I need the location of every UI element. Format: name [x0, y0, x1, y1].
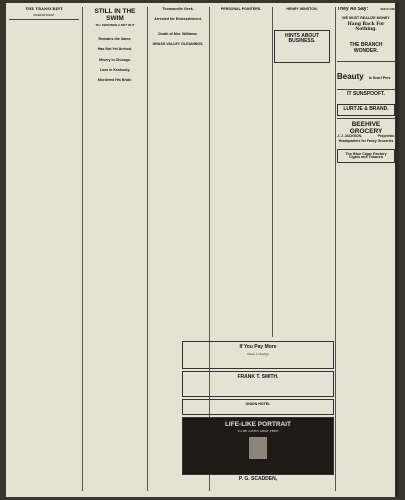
hints-about-business-box [274, 30, 330, 63]
ad-must-realize-money: WE MUST REALIZE MONEY [342, 15, 390, 20]
body-text [9, 27, 79, 30]
column-1 [9, 7, 79, 493]
body-text [274, 18, 330, 21]
body-text [337, 56, 395, 59]
ad-frank-smith-name: FRANK T. SMITH. [237, 374, 279, 380]
masthead-title: THE TRANSCRIPT [25, 7, 63, 11]
headline-arrested: Arrested for Embezzlement. [154, 17, 202, 22]
body-text [150, 58, 206, 61]
body-text [9, 39, 79, 42]
ad-block-bottom [182, 339, 334, 489]
headline-thomasville-geek: Thomasville Geek. [162, 7, 194, 11]
column-rule [82, 7, 83, 491]
body-text [9, 22, 79, 25]
body-text [9, 57, 79, 60]
body-text [9, 44, 79, 47]
column-rule [335, 7, 336, 491]
headline-misery-in-chicago: Misery in Chicago. [99, 57, 131, 62]
body-text [9, 52, 79, 55]
body-text [337, 83, 395, 86]
body-text [86, 85, 144, 88]
portrait-image [249, 437, 267, 459]
ad-lurtje-brand [337, 104, 395, 116]
ad-blue-cigar-headline: The Blue Cigar Factory [345, 151, 387, 156]
ad-they-all-say-headline: They All Say: [337, 7, 369, 12]
headline-henry-winston: HENRY WINSTON. [286, 7, 318, 11]
body-text [185, 383, 331, 386]
body-text [277, 51, 327, 54]
body-text [212, 23, 270, 26]
ad-beehive-sub: Headquarters for Fancy Groceries [338, 138, 394, 143]
ad-beehive-proprietor-title: Proprietor. [377, 134, 395, 139]
column-rule [272, 7, 273, 337]
ad-scadden-name: P. G. SCADDEN, [238, 476, 278, 482]
body-text [212, 35, 270, 38]
divider [9, 19, 79, 20]
body-text [86, 30, 144, 33]
ad-they-all-say-aside: SOLD ON! [380, 7, 395, 12]
ad-hang-back: Hang Back For Nothing. [347, 21, 385, 32]
ad-branch-wonder: THE BRANCH WONDER. [349, 42, 383, 54]
ad-pay-more-sub: Than I Charge [247, 351, 269, 356]
ad-pay-more-headline: If You Pay More [239, 344, 277, 350]
ad-beauty-rest: is Scarf Pins [368, 76, 391, 81]
body-text [9, 35, 79, 38]
body-text [150, 49, 206, 52]
ad-sunspot: IT SUNSPOOFT. [347, 90, 385, 97]
ad-union-hotel-name: UNION HOTEL [245, 402, 271, 406]
body-text [212, 27, 270, 30]
headline-grass-valley-gleanings: GRASS VALLEY GLEANINGS. [152, 42, 204, 47]
newspaper-page [6, 3, 399, 497]
headline-still-in-the-swim: STILL IN THE SWIM [94, 8, 136, 23]
ad-frank-smith [182, 371, 334, 397]
column-rule [147, 7, 148, 491]
ad-beehive-headline: BEEHIVE GROCERY [349, 120, 383, 136]
body-text [150, 53, 206, 56]
ad-life-like-portrait [182, 417, 334, 475]
body-text [274, 14, 330, 17]
masthead-subtitle: INDEPENDENT [33, 12, 55, 17]
ad-blue-cigar [337, 149, 395, 163]
headline-death-of-mrs-williams: Death of Mrs. Williams. [158, 31, 198, 36]
body-text [337, 99, 395, 102]
headline-loss-in-kentucky: Loss in Kentucky. [99, 67, 131, 72]
headline-hints-about-business: HINTS ABOUT BUSINESS. [285, 32, 319, 45]
divider [337, 89, 395, 90]
headline-remains-the-same: Remains the Same. [98, 37, 132, 42]
body-text [150, 24, 206, 27]
body-text [9, 48, 79, 51]
body-text [9, 61, 79, 64]
column-2 [86, 7, 144, 493]
body-text [212, 14, 270, 17]
body-text [9, 31, 79, 34]
body-text [212, 31, 270, 34]
ad-beehive-proprietor: J. J. JACKSON, [337, 134, 363, 139]
body-text [277, 55, 327, 58]
ad-beauty-headline: Beauty [337, 72, 364, 82]
headline-personal-pointers: PERSONAL POINTERS. [220, 7, 262, 11]
divider [337, 118, 395, 119]
body-text [212, 18, 270, 21]
column-5 [274, 7, 330, 337]
headline-murdered-his-bride: Murdered His Bride. [97, 78, 133, 83]
body-text [274, 23, 330, 26]
ad-life-like-sub: TO BE GIVEN AWAY FREE [237, 429, 279, 434]
ad-life-like-headline: LIFE-LIKE PORTRAIT [224, 421, 292, 428]
ad-lurtje-name: LURTJE & BRAND. [343, 106, 389, 113]
page-edge [395, 3, 399, 497]
column-6-ads [337, 7, 395, 493]
headline-has-not-yet-arrived: Has Not Yet Arrived. [97, 47, 133, 52]
body-text [277, 47, 327, 50]
ad-blue-cigar-sub: Cigars and Tobacco [348, 154, 384, 159]
divider [337, 61, 395, 62]
ad-union-hotel [182, 399, 334, 415]
ad-pay-more [182, 341, 334, 369]
deck: The SWANNIOLA NOT IN IT [95, 23, 135, 28]
body-text [337, 34, 395, 37]
ad-beauty [337, 64, 395, 83]
